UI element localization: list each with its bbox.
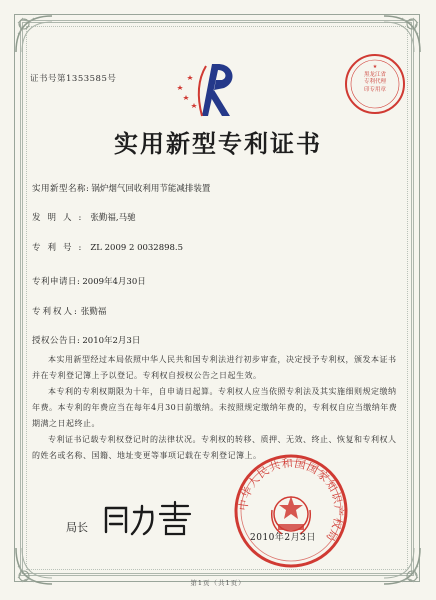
- agency-stamp-line-2: 专利代理: [363, 79, 386, 86]
- patentee-value: 张勤福: [80, 307, 107, 317]
- utility-name-value: 锅炉烟气回收利用节能减排装置: [91, 184, 211, 194]
- filing-date-value: 2009年4月30日: [82, 277, 146, 287]
- seal-ring-text: 中华人民共和国国家知识产权局: [236, 456, 346, 545]
- official-seal: [232, 452, 350, 570]
- patent-number-row: [32, 241, 183, 253]
- body-paragraph-2: 本专利的专利权期限为十年，自申请日起算。专利权人应当依照专利法及其实施细则规定缴纳年费。本专利的年费应当在每年4月30日前缴纳。未按照规定缴纳年费的，专利权自应当缴纳年费期满之日起终止。: [32, 387, 398, 428]
- svg-text:★: ★: [372, 64, 378, 70]
- body-paragraph-3: 专利证书记载专利权登记时的法律状况。专利权的转移、质押、无效、终止、恢复和专利权人的姓名或名称、国籍、地址变更等事项记载在专利登记簿上。: [32, 435, 397, 460]
- seal-date: 2010年2月3日: [250, 533, 316, 543]
- certificate-number-label: 证书号第: [30, 74, 67, 84]
- grant-date-value: 2010年2月3日: [82, 336, 141, 346]
- agency-stamp-text: [343, 72, 407, 94]
- page-title: 实用新型专利证书: [114, 129, 322, 158]
- body-paragraph-1: 本实用新型经过本局依照中华人民共和国专利法进行初步审查，决定授予专利权，颁发本证书并在专利登记簿上予以登记。专利权自授权公告之日起生效。: [32, 355, 397, 380]
- certificate-number: [30, 72, 116, 84]
- inventor-value: 张勤福,马驰: [90, 213, 136, 223]
- inventor-label: 发明人:: [32, 213, 89, 223]
- patentee-row: [32, 305, 106, 317]
- director-signature: [102, 498, 194, 538]
- agency-stamp-line-3: 印专用章: [363, 86, 386, 93]
- filing-date-label: 专利申请日:: [32, 277, 81, 287]
- patent-number-label: 专利号:: [32, 243, 89, 253]
- agency-stamp-line-1: 黑龙江省: [363, 72, 386, 78]
- patent-number-value: ZL 2009 2 0032898.5: [90, 243, 184, 253]
- sipo-logo-icon: [172, 56, 252, 122]
- director-label: 局长: [66, 521, 88, 534]
- filing-date-row: [32, 275, 146, 287]
- certificate-number-value: 1353585: [66, 74, 108, 84]
- corner-ornament-top-left: [12, 12, 56, 56]
- inventor-row: [32, 211, 136, 223]
- corner-ornament-top-right: [380, 12, 424, 56]
- page-number: 第1页（共1页）: [190, 579, 246, 587]
- grant-date-row: [32, 334, 140, 346]
- patentee-label: 专利权人:: [32, 307, 79, 317]
- utility-name-row: [32, 182, 210, 194]
- certificate-number-suffix: 号: [107, 74, 117, 84]
- grant-date-label: 授权公告日:: [32, 336, 81, 346]
- utility-name-label: 实用新型名称:: [32, 184, 90, 194]
